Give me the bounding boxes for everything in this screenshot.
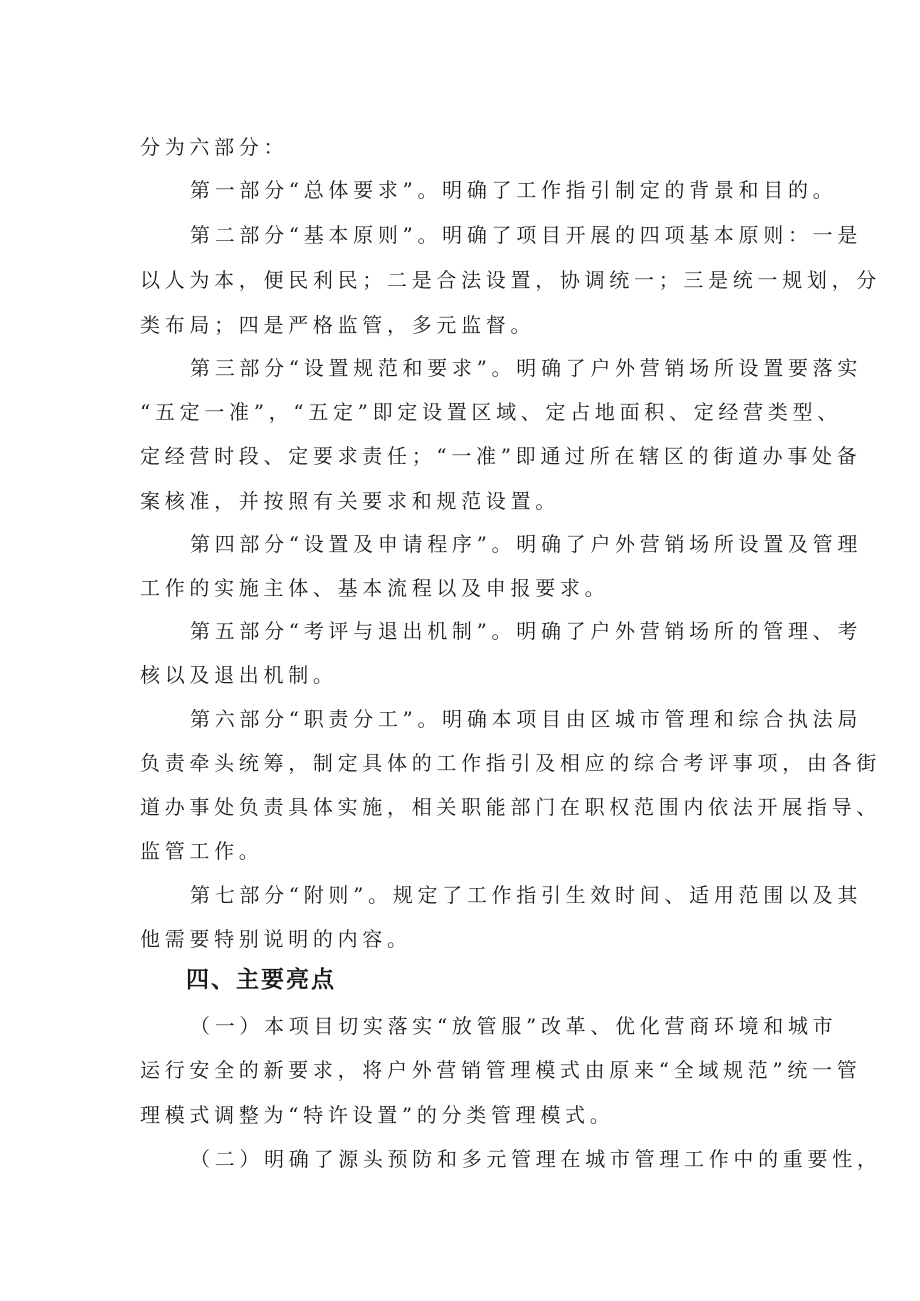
highlight2-line-1: （二）明确了源头预防和多元管理在城市管理工作中的重要性，	[190, 1147, 882, 1171]
part3-line-3: 定经营时段、定要求责任；“一准”即通过所在辖区的街道办事处备	[140, 444, 862, 468]
part7-line-1: 第七部分“附则”。规定了工作指引生效时间、适用范围以及其	[190, 883, 863, 907]
part3-line-4: 案核准，并按照有关要求和规范设置。	[140, 489, 560, 513]
part4-line-2: 工作的实施主体、基本流程以及申报要求。	[140, 576, 610, 600]
intro-line: 分为六部分：	[140, 135, 289, 159]
part2-line-1: 第二部分“基本原则”。明确了项目开展的四项基本原则：一是	[190, 223, 863, 247]
part2-line-3: 类布局；四是严格监管，多元监督。	[140, 313, 536, 337]
part7-line-2: 他需要特别说明的内容。	[140, 927, 412, 951]
part3-line-1: 第三部分“设置规范和要求”。明确了户外营销场所设置要落实	[190, 356, 863, 380]
part2-line-2: 以人为本，便民利民；二是合法设置，协调统一；三是统一规划，分	[140, 268, 881, 292]
part6-line-3: 道办事处负责具体实施，相关职能部门在职权范围内依法开展指导、	[140, 795, 881, 819]
part1-line-1: 第一部分“总体要求”。明确了工作指引制定的背景和目的。	[190, 178, 838, 202]
highlight1-line-3: 理模式调整为“特许设置”的分类管理模式。	[140, 1103, 615, 1127]
part5-line-1: 第五部分“考评与退出机制”。明确了户外营销场所的管理、考	[190, 619, 863, 643]
highlight1-line-2: 运行安全的新要求，将户外营销管理模式由原来“全域规范”统一管	[140, 1058, 862, 1082]
part4-line-1: 第四部分“设置及申请程序”。明确了户外营销场所设置及管理	[190, 532, 863, 556]
part6-line-1: 第六部分“职责分工”。明确本项目由区城市管理和综合执法局	[190, 707, 863, 731]
part6-line-4: 监管工作。	[140, 839, 264, 863]
part6-line-2: 负责牵头统筹，制定具体的工作指引及相应的综合考评事项，由各街	[140, 751, 881, 775]
part5-line-2: 核以及退出机制。	[140, 663, 338, 687]
part3-line-2: “五定一准”，“五定”即定设置区域、定占地面积、定经营类型、	[140, 400, 842, 424]
highlight1-line-1: （一）本项目切实落实“放管服”改革、优化营商环境和城市	[190, 1014, 838, 1038]
section-heading: 四、主要亮点	[186, 967, 336, 993]
